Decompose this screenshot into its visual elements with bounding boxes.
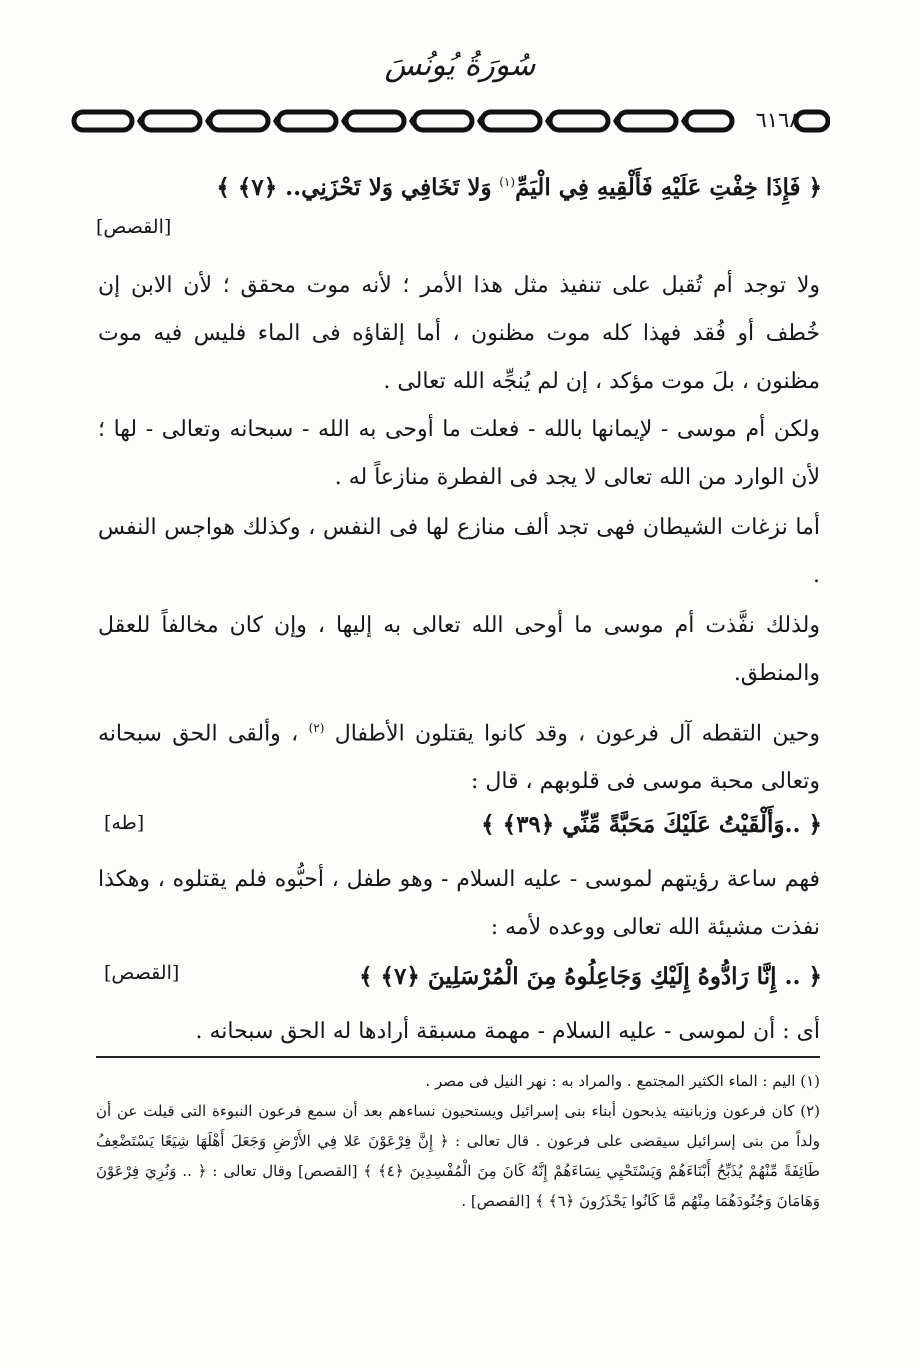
paragraph-text: ولكن أم موسى - لإيمانها بالله - فعلت ما أوحى به الله - سبحانه وتعالى - لها ؛ لأن الوارد من الله تعالى لا يجد فى الفطرة منازعاً له . <box>98 417 820 490</box>
verse-reference: [القصص] <box>96 216 172 238</box>
footnote-marker: (١) <box>499 175 516 189</box>
paragraph-4 <box>98 602 820 698</box>
footnote-marker: (٢) <box>308 721 325 735</box>
paragraph-text: وحين التقطه آل فرعون ، وقد كانوا يقتلون الأطفال <box>334 721 820 747</box>
paragraph-text: أى : أن لموسى - عليه السلام - مهمة مسبقة أرادها له الحق سبحانه . <box>195 1019 820 1044</box>
verse-text: ﴿ .. إِنَّا رَادُّوهُ إِلَيْكِ وَجَاعِلُوهُ مِنَ الْمُرْسَلِينَ ﴿٧﴾ ﴾ <box>359 963 822 990</box>
paragraph-2 <box>98 406 820 502</box>
page-number: ٦١٦٨ <box>755 108 801 132</box>
paragraph-text: فهم ساعة رؤيتهم لموسى - عليه السلام - وهو طفل ، أحبُّوه فلم يقتلوه ، وهكذا نفذت مشيئة الله تعالى ووعده لأمه : <box>98 867 820 940</box>
footnotes <box>96 1066 820 1216</box>
verse-reference: [طه] <box>104 812 145 834</box>
footnote-2: (٢) كان فرعون وزبانيته يذبحون أبناء بنى إسرائيل ويستحيون نساءهم بعد أن سمع فرعون النبوءة التى قيلت عن أن ولداً من بنى إسرائيل سيقضى على فرعون . قال تعالى : ﴿ إِنَّ فِرْعَوْنَ عَلا فِي الأَرْضِ وَجَعَلَ أَهْلَهَا شِيَعًا يَسْتَضْعِفُ طَائِفَةً مِّنْهُمْ يُذَبِّحُ أَبْنَاءَهُمْ وَيَسْتَحْيِي نِسَاءَهُمْ إِنَّهُ كَانَ مِنَ الْمُفْسِدِينَ ﴿٤﴾ ﴾ [القصص] وقال تعالى : ﴿ .. وَنُرِيَ فِرْعَوْنَ وَهَامَانَ وَجُنُودَهُمَا مِنْهُم مَّا كَانُوا يَحْذَرُونَ ﴿٦﴾ ﴾ [القصص] . <box>96 1102 820 1210</box>
footnote-1: (١) اليم : الماء الكثير المجتمع . والمراد به : نهر النيل فى مصر . <box>425 1072 820 1090</box>
quran-verse-1 <box>96 160 822 210</box>
paragraph-3 <box>98 504 820 600</box>
paragraph-5 <box>98 704 820 806</box>
decorative-border <box>70 100 830 144</box>
verse-reference: [القصص] <box>104 962 180 984</box>
paragraph-text-cont: ، وألقى الحق سبحانه وتعالى محبة موسى فى قلوبهم ، قال : <box>98 721 820 795</box>
quran-verse-2 <box>96 802 822 847</box>
paragraph-text: ولا توجد أم تُقبل على تنفيذ مثل هذا الأمر ؛ لأنه موت محقق ؛ لأن الابن إن خُطف أو فُقد فهذا كله موت مظنون ، أما إلقاؤه فى الماء فليس فيه موت مظنون ، بلَ موت مؤكد ، إن لم يُنجِّه الله تعالى . <box>98 273 820 394</box>
paragraph-1 <box>98 262 820 406</box>
footnote-divider <box>96 1056 820 1058</box>
verse-text-cont: وَلا تَخَافِي وَلا تَحْزَنِي.. ﴿٧﴾ ﴾ <box>216 174 492 201</box>
paragraph-6 <box>98 856 820 952</box>
paragraph-7 <box>98 1008 820 1056</box>
verse-text: ﴿ فَإِذَا خِفْتِ عَلَيْهِ فَأَلْقِيهِ فِي الْيَمِّ <box>515 174 822 201</box>
verse-text: ﴿ ..وَأَلْقَيْتُ عَلَيْكَ مَحَبَّةً مِّنِّي ﴿٣٩﴾ ﴾ <box>481 811 822 838</box>
paragraph-text: أما نزغات الشيطان فهى تجد ألف منازع لها فى النفس ، وكذلك هواجس النفس . <box>98 515 820 588</box>
quran-verse-3 <box>96 954 822 999</box>
paragraph-text: ولذلك نفَّذت أم موسى ما أوحى الله تعالى به إليها ، وإن كان مخالفاً للعقل والمنطق. <box>98 613 820 686</box>
surah-title: سُورَةُ يُونُسَ <box>384 48 536 83</box>
